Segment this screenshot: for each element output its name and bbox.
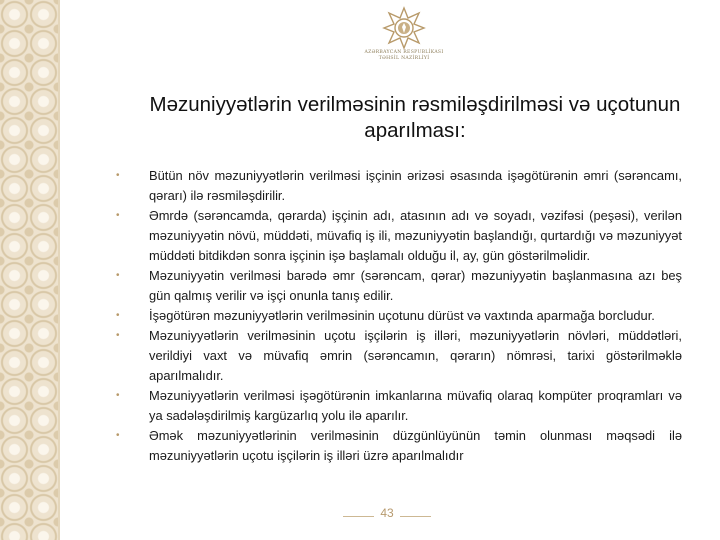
bullet-text: Məzuniyyətlərin verilməsi işəgötürənin imkanlarına müvafiq olaraq kompüter proqramları və ya sadələşdirilmiş kargüzarlıq yolu ilə aparılır. bbox=[149, 388, 682, 423]
ministry-emblem bbox=[336, 6, 472, 76]
bullet-list bbox=[110, 166, 682, 466]
slide-title: Məzuniyyətlərin verilməsinin rəsmiləşdirilməsi və uçotunun aparılması: bbox=[149, 93, 681, 142]
state-emblem-icon bbox=[382, 6, 426, 50]
bullet-text: Əmək məzuniyyətlərinin verilməsinin düzgünlüyünün təmin olunması məqsədi ilə məzuniyyətlərin uçotu işçilərin iş illəri üzrə aparılmalıdır bbox=[149, 428, 682, 463]
bullet-marker: • bbox=[116, 330, 120, 341]
page-number-label: 43 bbox=[374, 506, 399, 520]
bullet-text: İşəgötürən məzuniyyətlərin verilməsinin uçotunu dürüst və vaxtında aparmağa borcludur. bbox=[149, 308, 655, 323]
bullet-item bbox=[110, 166, 682, 206]
bullet-item bbox=[110, 386, 682, 426]
bullet-text: Əmrdə (sərəncamda, qərarda) işçinin adı, atasının adı və soyadı, vəzifəsi (peşəsi), verilən məzuniyyətin növü, müddəti, müvafiq iş ili, məzuniyyətin başlandığı, qurtardığı və məzuniyyət müddəti bitdikdən sonra işçinin işə başlamalı olduğu il, ay, gün göstərilməlidir. bbox=[149, 208, 682, 263]
bullet-item bbox=[110, 206, 682, 266]
bullet-text: Məzuniyyətlərin verilməsinin uçotu işçilərin iş illəri, məzuniyyətlərin növləri, müddətləri, verildiyi vaxt və müvafiq əmrin (sərəncamın, qərarın) nömrəsi, tarixi göstərilməklə aparılmalıdır. bbox=[149, 328, 682, 383]
bullet-item bbox=[110, 326, 682, 386]
bullet-marker: • bbox=[116, 310, 120, 321]
bullet-item bbox=[110, 306, 682, 326]
bullet-text: Bütün növ məzuniyyətlərin verilməsi işçinin ərizəsi əsasında işəgötürənin əmri (sərəncamı, qərarı) ilə rəsmiləşdirilir. bbox=[149, 168, 682, 203]
bullet-marker: • bbox=[116, 430, 120, 441]
bullet-item bbox=[110, 266, 682, 306]
bullet-marker: • bbox=[116, 170, 120, 181]
bullet-text: Məzuniyyətin verilməsi barədə əmr (sərəncam, qərar) məzuniyyətin başlanmasına azı beş gün qalmış verilir və işçi onunla tanış edilir. bbox=[149, 268, 682, 303]
emblem-caption-line1: AZƏRBAYCAN RESPUBLİKASI bbox=[364, 50, 444, 55]
emblem-caption-line2: TƏHSİL NAZİRLİYİ bbox=[378, 56, 430, 61]
bullet-marker: • bbox=[116, 270, 120, 281]
bullet-marker: • bbox=[116, 210, 120, 221]
ornamental-border bbox=[0, 0, 60, 540]
page-number bbox=[343, 506, 431, 520]
bullet-marker: • bbox=[116, 390, 120, 401]
bullet-item bbox=[110, 426, 682, 466]
